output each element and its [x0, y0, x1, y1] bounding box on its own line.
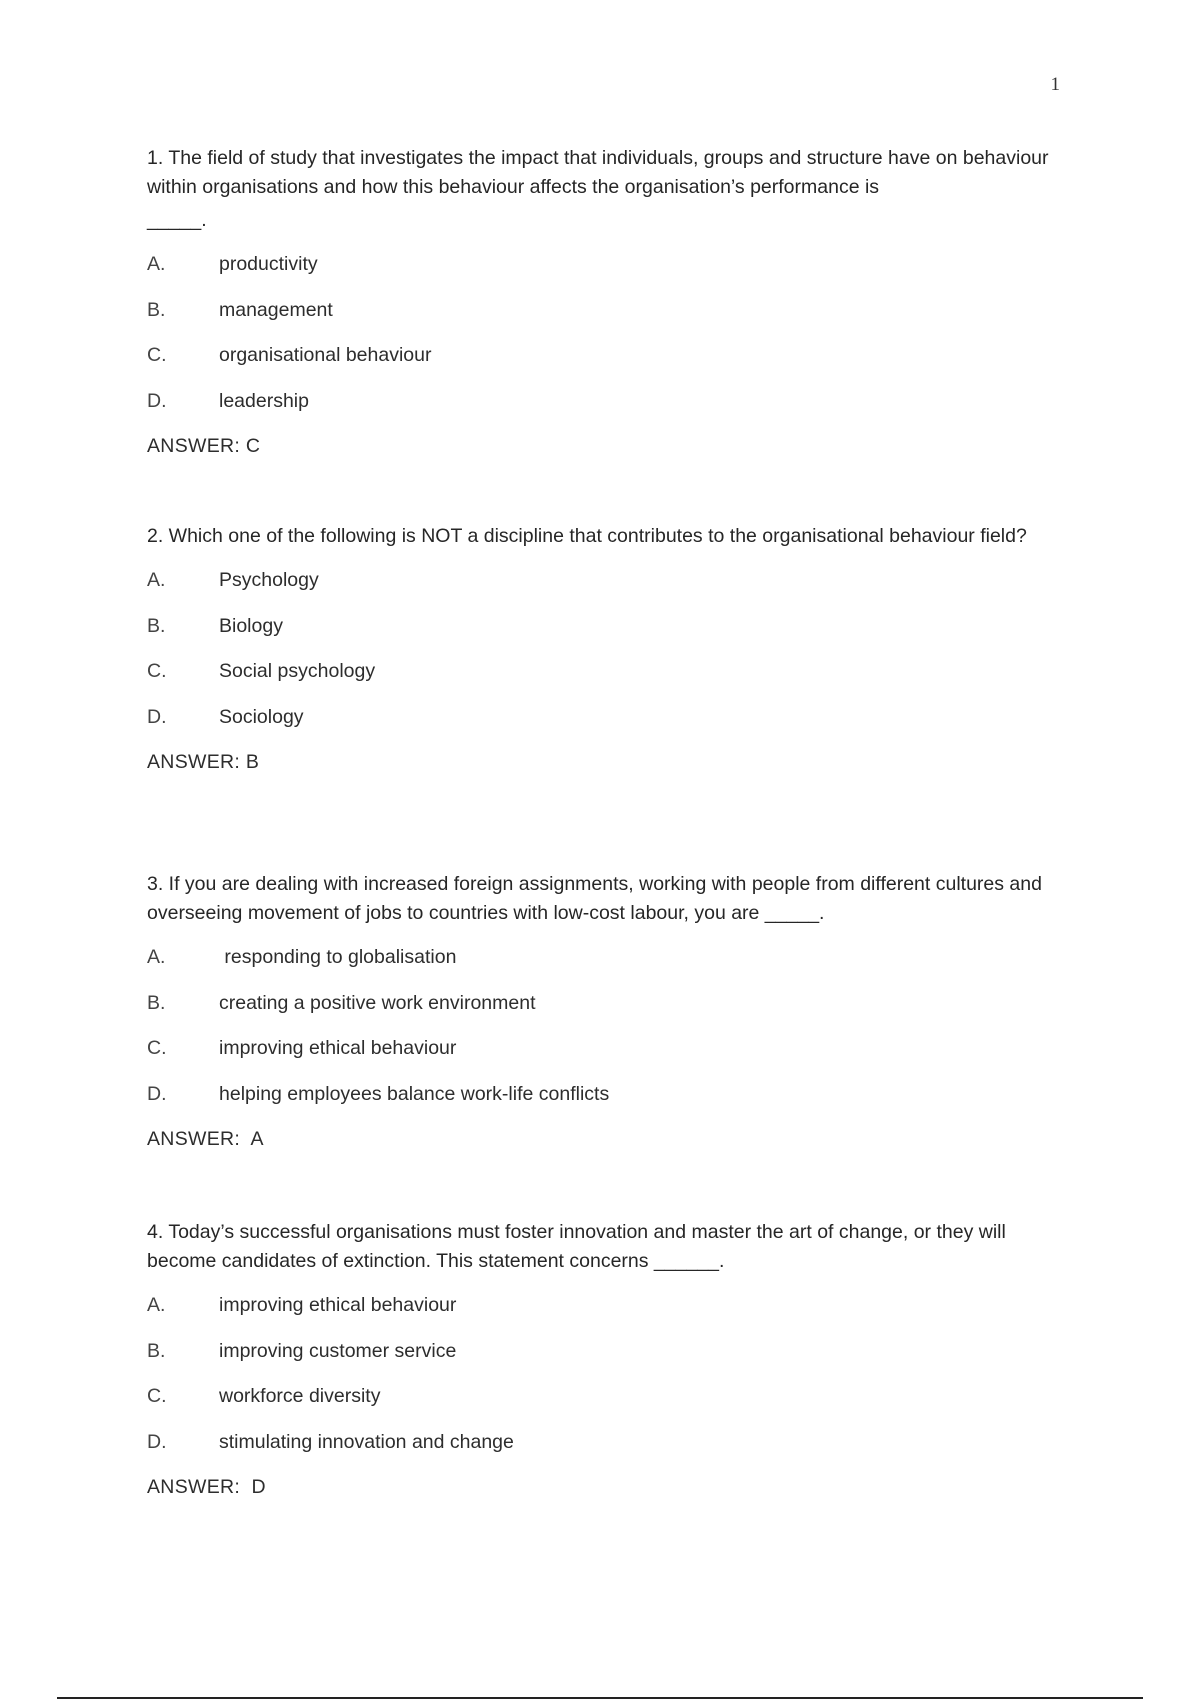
- option-text: workforce diversity: [219, 1385, 381, 1407]
- option-a: [147, 251, 1067, 297]
- option-a: [147, 1292, 1067, 1338]
- option-text: stimulating innovation and change: [219, 1430, 514, 1453]
- options-list: [147, 567, 1067, 749]
- option-text: creating a positive work environment: [219, 991, 536, 1014]
- option-text: productivity: [219, 253, 318, 275]
- option-d: [147, 1429, 1067, 1475]
- option-d: [147, 704, 1067, 750]
- question-3: [147, 870, 1067, 1152]
- question-text: 1. The field of study that investigates the impact that individuals, groups and structure have on behaviour within organisations and how this behaviour affects the organisation’s performance is: [147, 147, 1049, 198]
- option-text: management: [219, 298, 333, 321]
- option-letter: D.: [147, 1082, 167, 1105]
- option-letter: A.: [147, 946, 166, 968]
- option-c: [147, 1383, 1067, 1429]
- option-a: [147, 567, 1067, 613]
- answer-key: ANSWER: B: [147, 751, 260, 773]
- footer-divider: [57, 1697, 1143, 1699]
- option-letter: B.: [147, 991, 166, 1014]
- question-4: [147, 1218, 1067, 1500]
- option-text: helping employees balance work-life conflicts: [219, 1082, 610, 1105]
- answer-key: ANSWER: A: [147, 1128, 264, 1150]
- option-letter: A.: [147, 1294, 166, 1316]
- page-number: 1: [1050, 74, 1060, 95]
- question-2: [147, 522, 1067, 775]
- option-b: [147, 297, 1067, 343]
- option-text: responding to globalisation: [219, 946, 457, 968]
- option-letter: A.: [147, 569, 166, 591]
- option-b: [147, 990, 1067, 1036]
- option-text: improving ethical behaviour: [219, 1037, 457, 1059]
- option-letter: C.: [147, 1385, 167, 1407]
- option-c: [147, 1035, 1067, 1081]
- option-letter: C.: [147, 344, 167, 366]
- option-letter: A.: [147, 253, 166, 275]
- option-letter: C.: [147, 660, 167, 682]
- option-letter: B.: [147, 298, 166, 321]
- option-letter: D.: [147, 1430, 167, 1453]
- options-list: [147, 1292, 1067, 1474]
- option-text: Social psychology: [219, 660, 376, 682]
- option-text: improving ethical behaviour: [219, 1294, 457, 1316]
- option-a: [147, 944, 1067, 990]
- option-letter: C.: [147, 1037, 167, 1059]
- option-b: [147, 613, 1067, 659]
- question-text: 4. Today’s successful organisations must foster innovation and master the art of change, or they will become candidates of extinction. This statement concerns ______.: [147, 1221, 1006, 1272]
- question-text: 2. Which one of the following is NOT a discipline that contributes to the organisational behaviour field?: [147, 525, 1027, 547]
- question-1: [147, 144, 1067, 459]
- option-letter: B.: [147, 1339, 166, 1362]
- option-text: Psychology: [219, 569, 319, 591]
- options-list: [147, 251, 1067, 433]
- option-d: [147, 1081, 1067, 1127]
- options-list: [147, 944, 1067, 1126]
- answer-blank: _____.: [147, 209, 207, 231]
- answer-key: ANSWER: C: [147, 435, 261, 457]
- option-c: [147, 342, 1067, 388]
- option-b: [147, 1338, 1067, 1384]
- option-letter: B.: [147, 614, 166, 637]
- answer-key: ANSWER: D: [147, 1476, 266, 1498]
- question-text: 3. If you are dealing with increased foreign assignments, working with people from different cultures and overseeing movement of jobs to countries with low-cost labour, you are _____.: [147, 873, 1042, 924]
- option-text: Biology: [219, 614, 283, 637]
- option-letter: D.: [147, 705, 167, 728]
- option-text: improving customer service: [219, 1339, 457, 1362]
- option-c: [147, 658, 1067, 704]
- option-text: leadership: [219, 389, 309, 412]
- option-text: organisational behaviour: [219, 344, 432, 366]
- option-letter: D.: [147, 389, 167, 412]
- option-d: [147, 388, 1067, 434]
- option-text: Sociology: [219, 705, 304, 728]
